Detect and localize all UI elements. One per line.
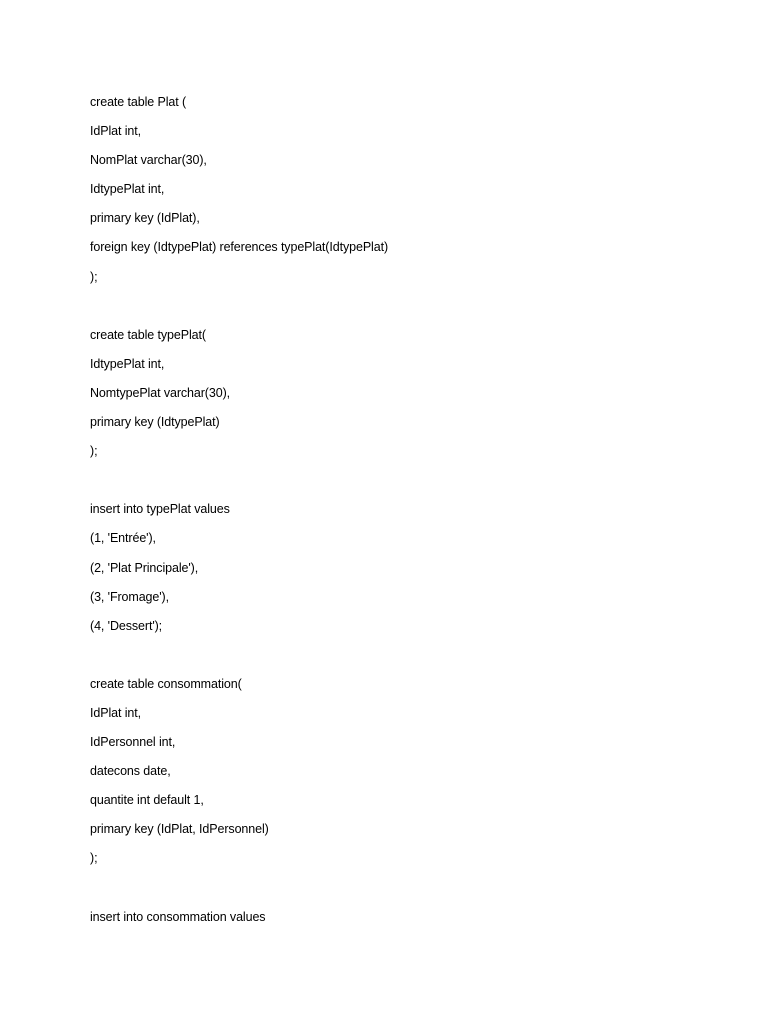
code-line: insert into consommation values bbox=[90, 909, 266, 924]
create-table-plat-block bbox=[90, 88, 708, 292]
code-line: create table Plat ( bbox=[90, 95, 187, 109]
code-line: (1, 'Entrée'), bbox=[90, 531, 156, 546]
code-line: primary key (IdPlat, IdPersonnel) bbox=[90, 822, 269, 837]
code-line: insert into typePlat values bbox=[90, 502, 230, 517]
sql-script bbox=[90, 88, 708, 932]
code-line: ); bbox=[90, 269, 98, 284]
blank-line bbox=[90, 466, 708, 495]
code-line: NomtypePlat varchar(30), bbox=[90, 385, 231, 400]
code-line: IdtypePlat int, bbox=[90, 356, 165, 371]
code-line: ); bbox=[90, 851, 98, 866]
blank-line bbox=[90, 292, 708, 321]
code-line: IdPlat int, bbox=[90, 124, 142, 139]
code-line: IdPlat int, bbox=[90, 705, 142, 720]
code-line: create table consommation( bbox=[90, 676, 242, 691]
code-line: IdtypePlat int, bbox=[90, 182, 165, 197]
create-table-typeplat-block bbox=[90, 321, 708, 466]
code-line: primary key (IdtypePlat) bbox=[90, 415, 220, 430]
code-line: datecons date, bbox=[90, 764, 171, 779]
insert-consommation-block bbox=[90, 903, 708, 932]
code-line: (4, 'Dessert'); bbox=[90, 618, 163, 633]
create-table-consommation-block bbox=[90, 670, 708, 874]
code-line: (3, 'Fromage'), bbox=[90, 589, 169, 604]
code-line: create table typePlat( bbox=[90, 327, 206, 342]
code-line: foreign key (IdtypePlat) references typePlat(IdtypePlat) bbox=[90, 240, 389, 255]
code-line: (2, 'Plat Principale'), bbox=[90, 560, 199, 575]
blank-line bbox=[90, 874, 708, 903]
code-line: quantite int default 1, bbox=[90, 793, 204, 808]
blank-line bbox=[90, 641, 708, 670]
code-line: primary key (IdPlat), bbox=[90, 211, 200, 226]
code-line: ); bbox=[90, 444, 98, 459]
code-line: NomPlat varchar(30), bbox=[90, 153, 207, 168]
insert-typeplat-block bbox=[90, 495, 708, 640]
code-line: IdPersonnel int, bbox=[90, 735, 176, 750]
